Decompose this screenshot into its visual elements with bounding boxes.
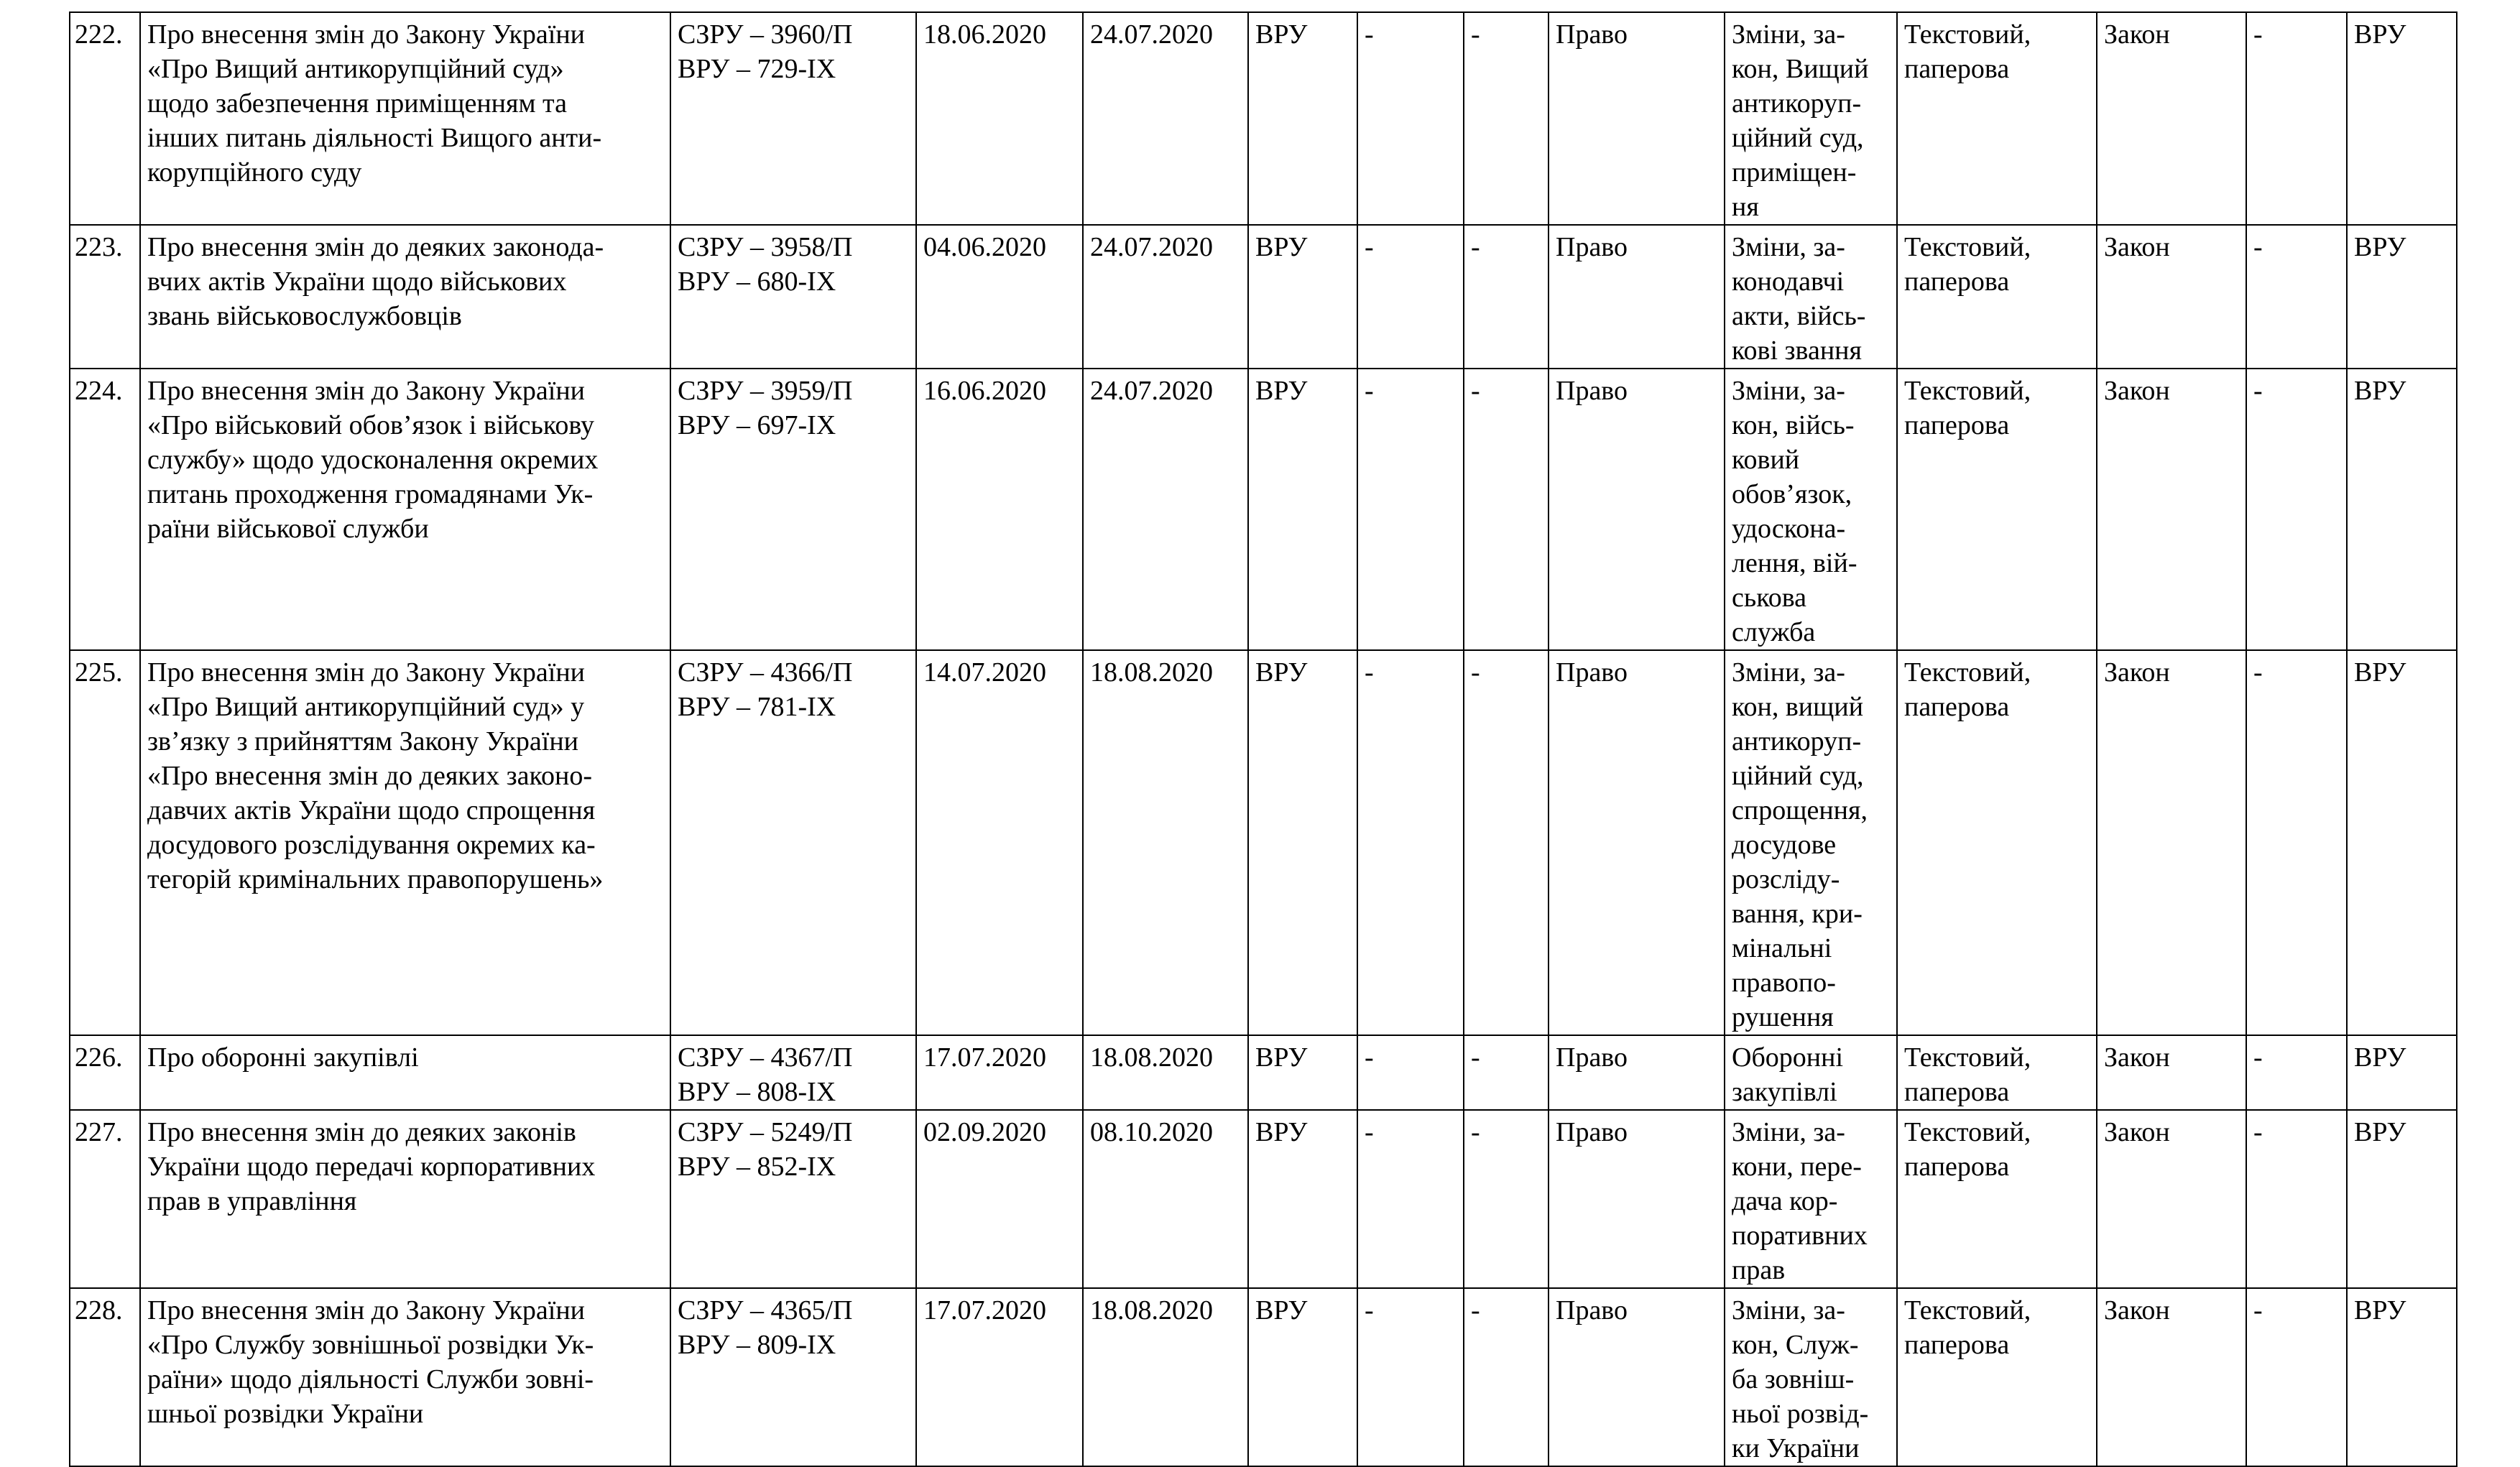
- empty-field: -: [2246, 1110, 2347, 1288]
- document-title: Про внесення змін до Закону України «Про Службу зовнішньої розвідки Ук- раїни» щодо діяльності Служби зовні- шньої розвідки України: [140, 1288, 670, 1466]
- document-type: Закон: [2097, 1288, 2246, 1466]
- publication-date: 24.07.2020: [1083, 225, 1248, 369]
- registry-table: [69, 11, 2457, 1467]
- row-number: 224.: [70, 369, 140, 650]
- document-title: Про внесення змін до Закону України «Про Вищий антикорупційний суд» щодо забезпечення приміщенням та інших питань діяльності Вищого анти- корупційного суду: [140, 12, 670, 225]
- row-number: 225.: [70, 650, 140, 1035]
- empty-field: -: [1464, 369, 1549, 650]
- row-number: 226.: [70, 1035, 140, 1110]
- table-row: [70, 12, 2457, 225]
- registration-number: СЗРУ – 3959/П ВРУ – 697-IX: [670, 369, 916, 650]
- document-title: Про внесення змін до деяких законода- вчих актів України щодо військових звань військовослужбовців: [140, 225, 670, 369]
- keywords: Зміни, за- кон, війсь- ковий обов’язок, удоскона- лення, вій- ськова служба: [1725, 369, 1897, 650]
- registration-number: СЗРУ – 3960/П ВРУ – 729-IX: [670, 12, 916, 225]
- registration-number: СЗРУ – 4366/П ВРУ – 781-IX: [670, 650, 916, 1035]
- branch-field: Право: [1549, 12, 1725, 225]
- document-form: Текстовий, паперова: [1897, 650, 2097, 1035]
- empty-field: -: [1464, 1288, 1549, 1466]
- empty-field: -: [1464, 650, 1549, 1035]
- document-owner: ВРУ: [2347, 225, 2457, 369]
- empty-field: -: [1357, 225, 1464, 369]
- table-row: [70, 1288, 2457, 1466]
- document-type: Закон: [2097, 1035, 2246, 1110]
- table-row: [70, 369, 2457, 650]
- empty-field: -: [1464, 225, 1549, 369]
- row-number: 223.: [70, 225, 140, 369]
- document-title: Про оборонні закупівлі: [140, 1035, 670, 1110]
- document-title: Про внесення змін до деяких законів України щодо передачі корпоративних прав в управління: [140, 1110, 670, 1288]
- document-owner: ВРУ: [2347, 1110, 2457, 1288]
- document-owner: ВРУ: [2347, 12, 2457, 225]
- adoption-date: 16.06.2020: [916, 369, 1083, 650]
- document-type: Закон: [2097, 1110, 2246, 1288]
- empty-field: -: [1464, 12, 1549, 225]
- adoption-date: 02.09.2020: [916, 1110, 1083, 1288]
- empty-field: -: [2246, 12, 2347, 225]
- issuing-body: ВРУ: [1248, 12, 1357, 225]
- document-owner: ВРУ: [2347, 1288, 2457, 1466]
- issuing-body: ВРУ: [1248, 1110, 1357, 1288]
- publication-date: 18.08.2020: [1083, 650, 1248, 1035]
- document-type: Закон: [2097, 225, 2246, 369]
- document-form: Текстовий, паперова: [1897, 225, 2097, 369]
- registration-number: СЗРУ – 4365/П ВРУ – 809-IX: [670, 1288, 916, 1466]
- keywords: Зміни, за- кони, пере- дача кор- поративних прав: [1725, 1110, 1897, 1288]
- keywords: Оборонні закупівлі: [1725, 1035, 1897, 1110]
- row-number: 227.: [70, 1110, 140, 1288]
- document-form: Текстовий, паперова: [1897, 1035, 2097, 1110]
- publication-date: 08.10.2020: [1083, 1110, 1248, 1288]
- issuing-body: ВРУ: [1248, 1035, 1357, 1110]
- document-owner: ВРУ: [2347, 650, 2457, 1035]
- adoption-date: 17.07.2020: [916, 1288, 1083, 1466]
- registration-number: СЗРУ – 5249/П ВРУ – 852-IX: [670, 1110, 916, 1288]
- adoption-date: 04.06.2020: [916, 225, 1083, 369]
- document-title: Про внесення змін до Закону України «Про військовий обов’язок і військову службу» щодо удосконалення окремих питань проходження громадянами Ук- раїни військової служби: [140, 369, 670, 650]
- document-form: Текстовий, паперова: [1897, 1288, 2097, 1466]
- empty-field: -: [2246, 1288, 2347, 1466]
- empty-field: -: [1464, 1110, 1549, 1288]
- branch-field: Право: [1549, 1288, 1725, 1466]
- document-owner: ВРУ: [2347, 1035, 2457, 1110]
- document-title: Про внесення змін до Закону України «Про Вищий антикорупційний суд» у зв’язку з прийняттям Закону України «Про внесення змін до деяких законо- давчих актів України щодо спрощення досудового розслідування окремих ка- тегорій кримінальних правопорушень»: [140, 650, 670, 1035]
- document-owner: ВРУ: [2347, 369, 2457, 650]
- empty-field: -: [2246, 650, 2347, 1035]
- branch-field: Право: [1549, 369, 1725, 650]
- row-number: 228.: [70, 1288, 140, 1466]
- document-type: Закон: [2097, 12, 2246, 225]
- issuing-body: ВРУ: [1248, 225, 1357, 369]
- issuing-body: ВРУ: [1248, 650, 1357, 1035]
- document-type: Закон: [2097, 369, 2246, 650]
- registration-number: СЗРУ – 4367/П ВРУ – 808-IX: [670, 1035, 916, 1110]
- row-number: 222.: [70, 12, 140, 225]
- empty-field: -: [1357, 1035, 1464, 1110]
- adoption-date: 18.06.2020: [916, 12, 1083, 225]
- publication-date: 24.07.2020: [1083, 12, 1248, 225]
- branch-field: Право: [1549, 650, 1725, 1035]
- branch-field: Право: [1549, 1035, 1725, 1110]
- empty-field: -: [1357, 369, 1464, 650]
- registration-number: СЗРУ – 3958/П ВРУ – 680-IX: [670, 225, 916, 369]
- empty-field: -: [2246, 369, 2347, 650]
- keywords: Зміни, за- конодавчі акти, війсь- кові звання: [1725, 225, 1897, 369]
- table-row: [70, 225, 2457, 369]
- keywords: Зміни, за- кон, Служ- ба зовніш- ньої розвід- ки України: [1725, 1288, 1897, 1466]
- issuing-body: ВРУ: [1248, 369, 1357, 650]
- keywords: Зміни, за- кон, Вищий антикоруп- ційний суд, приміщен- ня: [1725, 12, 1897, 225]
- branch-field: Право: [1549, 225, 1725, 369]
- empty-field: -: [1357, 1110, 1464, 1288]
- issuing-body: ВРУ: [1248, 1288, 1357, 1466]
- table-row: [70, 1110, 2457, 1288]
- table-row: [70, 1035, 2457, 1110]
- empty-field: -: [1357, 12, 1464, 225]
- publication-date: 18.08.2020: [1083, 1035, 1248, 1110]
- publication-date: 24.07.2020: [1083, 369, 1248, 650]
- table-row: [70, 650, 2457, 1035]
- document-form: Текстовий, паперова: [1897, 1110, 2097, 1288]
- publication-date: 18.08.2020: [1083, 1288, 1248, 1466]
- adoption-date: 14.07.2020: [916, 650, 1083, 1035]
- document-form: Текстовий, паперова: [1897, 369, 2097, 650]
- empty-field: -: [1464, 1035, 1549, 1110]
- keywords: Зміни, за- кон, вищий антикоруп- ційний суд, спрощення, досудове розсліду- вання, кри- мінальні правопо- рушення: [1725, 650, 1897, 1035]
- document-type: Закон: [2097, 650, 2246, 1035]
- document-form: Текстовий, паперова: [1897, 12, 2097, 225]
- empty-field: -: [2246, 225, 2347, 369]
- empty-field: -: [1357, 650, 1464, 1035]
- branch-field: Право: [1549, 1110, 1725, 1288]
- empty-field: -: [1357, 1288, 1464, 1466]
- empty-field: -: [2246, 1035, 2347, 1110]
- adoption-date: 17.07.2020: [916, 1035, 1083, 1110]
